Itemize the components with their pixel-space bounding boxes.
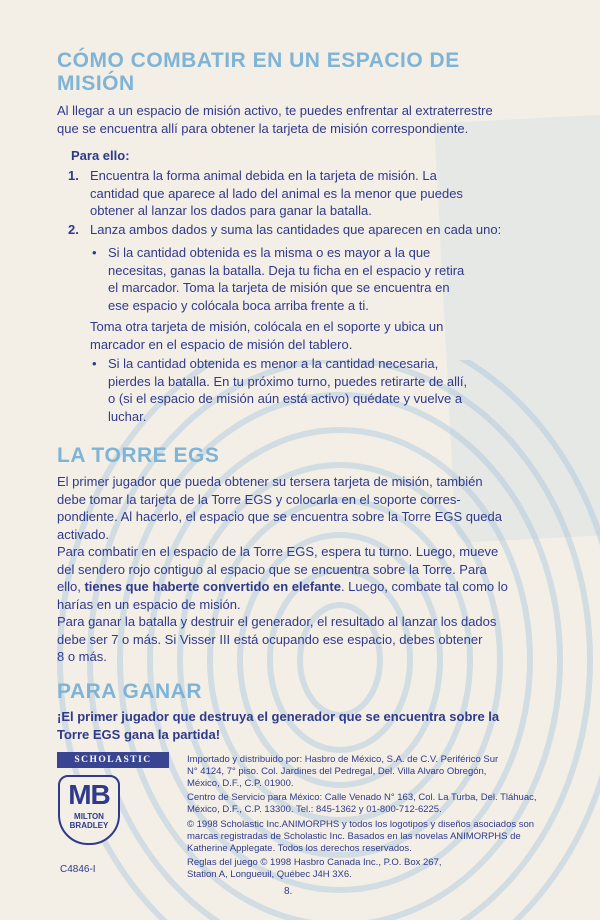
milton-bradley-logo: [58, 775, 120, 845]
text-line: obtener al lanzar los dados para ganar la batalla.: [90, 203, 372, 218]
text-line: Para combatir en el espacio de la Torre EGS, espera tu turno. Luego, mueve: [57, 544, 499, 559]
copyright-info: [187, 819, 534, 855]
section-title-line: CÓMO COMBATIR EN UN ESPACIO DE: [57, 49, 460, 72]
intro-paragraph: [57, 102, 493, 137]
rules-copyright: [187, 857, 442, 881]
win-condition-text: [57, 708, 499, 743]
step-2-text: [90, 221, 501, 239]
text-line: ¡El primer jugador que destruya el generador que se encuentra sobre la: [57, 709, 500, 724]
text-line: marcas registradas de Scholastic Inc. Basados en las novelas ANIMORPHS de: [187, 831, 521, 842]
text-line: pierdes la batalla. En tu próximo turno, puedes retirarte de allí,: [108, 373, 468, 389]
text-line: Para ganar la batalla y destruir el generador, el resultado al lanzar los dados: [57, 614, 497, 629]
text-line: marcador en el espacio de misión del tablero.: [90, 336, 353, 352]
bullet-win-text: [108, 244, 464, 314]
text-line: o (si el espacio de misión aún está activo) quédate y vuelve a: [108, 391, 463, 406]
bullet-icon: •: [92, 245, 97, 260]
section-title-torre: LA TORRE EGS: [57, 444, 220, 467]
text-line: México, D.F., C.P. 01900.: [187, 778, 294, 789]
text-line: cantidad que aparece al lado del animal es la menor que puedes: [90, 185, 463, 201]
import-info: [187, 754, 498, 790]
bullet-icon: •: [92, 356, 97, 371]
step-number: 1.: [68, 168, 79, 183]
text-line: MILTON: [74, 812, 104, 821]
text-line: Si la cantidad obtenida es la misma o es mayor a la que: [108, 245, 431, 260]
text-line: que se encuentra allí para obtener la tarjeta de misión correspondiente.: [57, 120, 469, 136]
text-line: activado.: [57, 526, 110, 542]
text-line: Katherine Applegate. Todos los derechos reservados.: [187, 843, 412, 854]
text-line: El primer jugador que pueda obtener su tersera tarjeta de misión, también: [57, 474, 483, 489]
text-line: Toma otra tarjeta de misión, colócala en el soporte y ubica un: [90, 319, 444, 334]
text-line: harías en un espacio de misión.: [57, 596, 241, 612]
torre-paragraph-1: [57, 473, 502, 543]
text-line: Reglas del juego © 1998 Hasbro Canada Inc., P.O. Box 267,: [187, 857, 442, 868]
text-line: debe ser 7 o más. Si Visser III está ocupando ese espacio, debes obtener: [57, 631, 483, 647]
text-line: el marcador. Toma la tarjeta de misión que se encuentra en: [108, 280, 450, 295]
text-line: Encuentra la forma animal debida en la tarjeta de misión. La: [90, 168, 437, 183]
section-title-combat: [57, 49, 460, 95]
text-line: © 1998 Scholastic Inc.ANIMORPHS y todos los logotipos y diseños asociados son: [187, 819, 535, 830]
text-line: México, D.F., C.P. 13300. Tel.: 845-1362 y 01-800-712-6225.: [187, 804, 442, 815]
section-title-ganar: PARA GANAR: [57, 680, 202, 703]
service-center-info: [187, 792, 537, 816]
text-span: . Luego, combate tal como lo: [340, 579, 508, 594]
torre-paragraph-2: [57, 543, 508, 613]
mb-logo-letters: MB: [68, 779, 110, 810]
text-line: Torre EGS gana la partida!: [57, 726, 221, 742]
section-title-line: MISIÓN: [57, 72, 135, 95]
step-number: 2.: [68, 222, 79, 237]
text-line: debe tomar la tarjeta de la Torre EGS y colocarla en el soporte corres-: [57, 491, 461, 507]
text-line: [57, 578, 508, 596]
para-ello-label: Para ello:: [71, 148, 130, 163]
step-1-text: [90, 167, 463, 220]
text-line: Centro de Servicio para México: Calle Venado N° 163, Col. La Turba, Del. Tláhuac,: [187, 792, 537, 803]
middle-paragraph: [90, 318, 443, 353]
text-line: ese espacio y colócala boca arriba frente a ti.: [108, 297, 369, 313]
text-span: ello,: [57, 579, 85, 594]
torre-paragraph-3: [57, 613, 496, 666]
text-line: BRADLEY: [69, 821, 109, 830]
bullet-lose-text: [108, 355, 467, 425]
text-line: Station A, Longueuil, Québec J4H 3X6.: [187, 869, 352, 880]
emphasis-text: tienes que haberte convertido en elefante: [84, 579, 341, 594]
scholastic-logo-text: SCHOLASTIC: [74, 755, 152, 765]
text-line: Al llegar a un espacio de misión activo, te puedes enfrentar al extraterrestre: [57, 103, 493, 118]
text-line: N° 4124, 7° piso. Col. Jardines del Pedregal, Del. Villa Alvaro Obregón,: [187, 766, 487, 777]
product-code: C4846-I: [60, 864, 96, 875]
text-line: Lanza ambos dados y suma las cantidades que aparecen en cada uno:: [90, 222, 502, 237]
page-number: 8.: [284, 886, 293, 897]
mb-logo-name: [70, 812, 109, 830]
text-line: pondiente. Al hacerlo, el espacio que se encuentra sobre la Torre EGS queda: [57, 509, 502, 524]
text-line: 8 o más.: [57, 649, 107, 664]
text-line: luchar.: [108, 408, 147, 424]
text-line: del sendero rojo contiguo al espacio que se encuentra sobre la Torre. Para: [57, 561, 487, 577]
text-line: necesitas, ganas la batalla. Deja tu ficha en el espacio y retira: [108, 262, 465, 278]
scholastic-logo: [57, 752, 169, 768]
text-line: Importado y distribuido por: Hasbro de México, S.A. de C.V. Periférico Sur: [187, 754, 499, 765]
text-line: Si la cantidad obtenida es menor a la cantidad necesaria,: [108, 356, 439, 371]
